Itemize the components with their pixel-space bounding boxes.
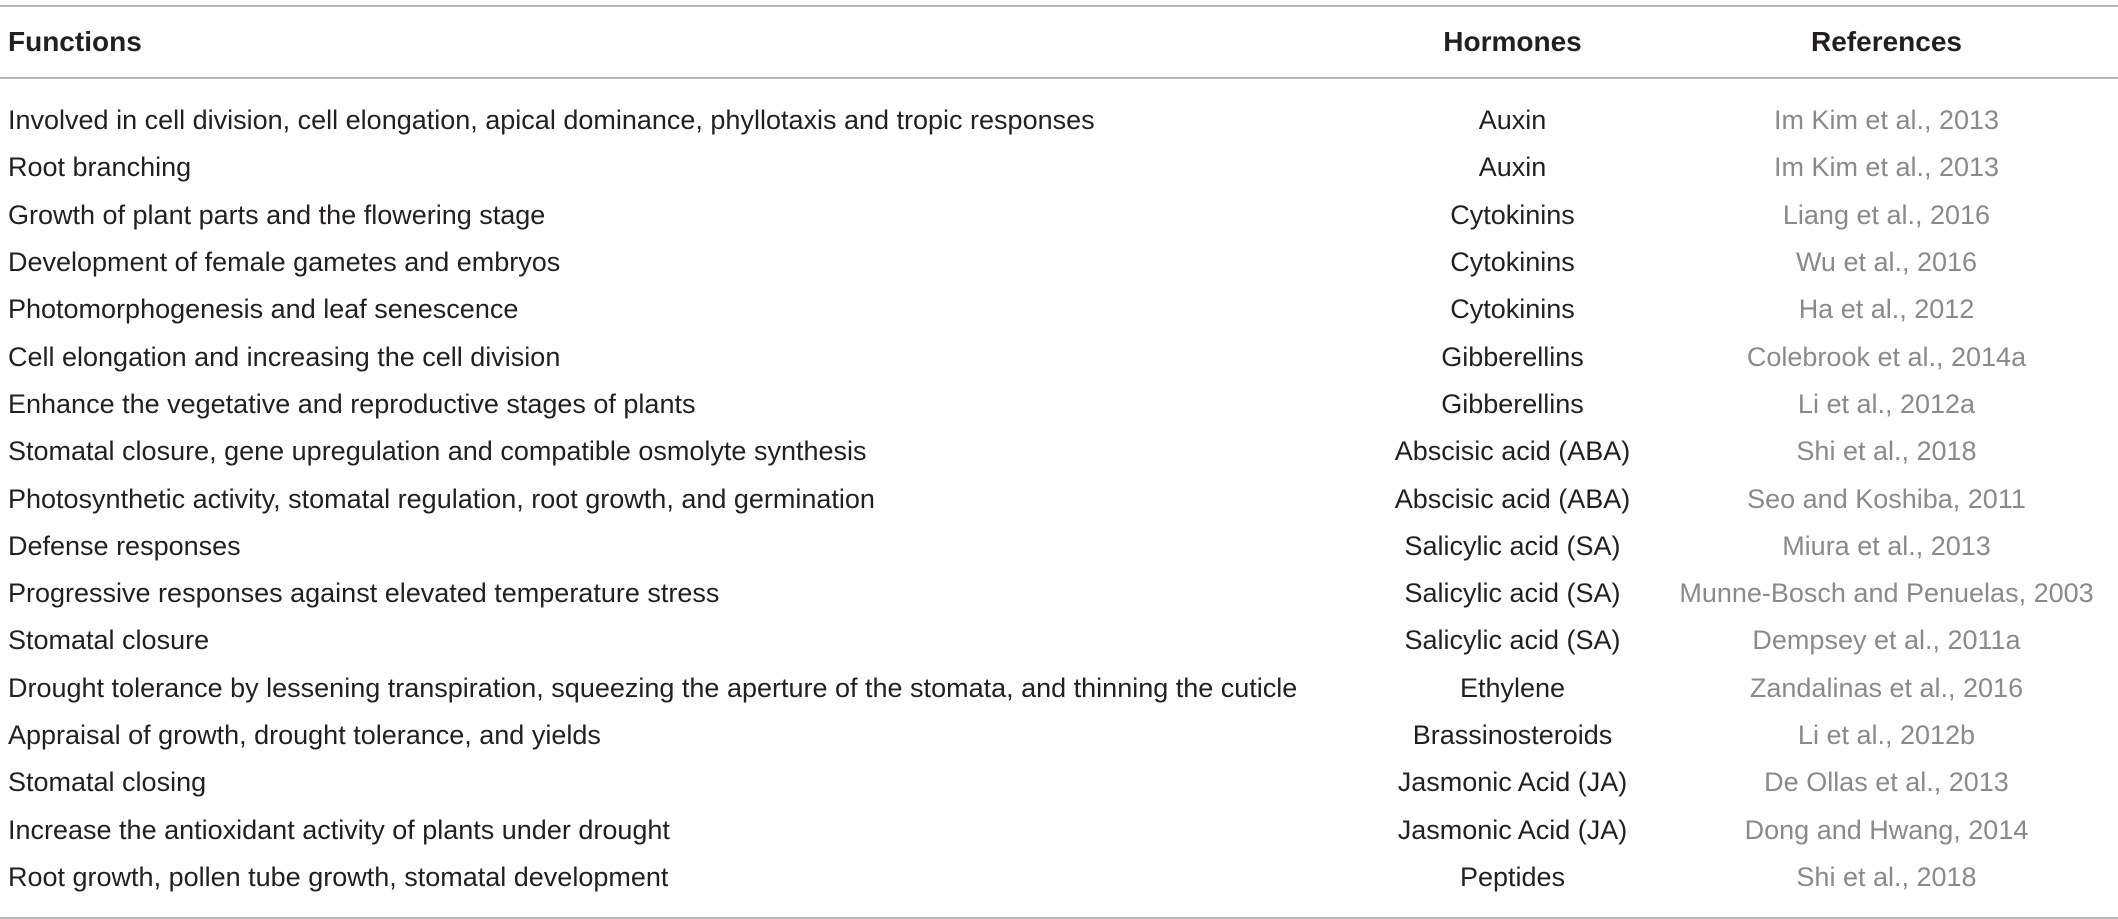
reference-link[interactable]: Shi et al., 2018 (1796, 436, 1977, 467)
table-row (0, 806, 2118, 853)
table-row (0, 144, 2118, 191)
hormone-cell: Salicylic acid (SA) (1404, 625, 1621, 656)
reference-link[interactable]: Li et al., 2012b (1797, 720, 1976, 750)
reference-link[interactable]: Im Kim et al., 2013 (1773, 152, 2000, 183)
table-row (0, 759, 2118, 806)
function-cell: Stomatal closing (8, 767, 207, 798)
table-row (0, 192, 2118, 239)
table-row (0, 428, 2118, 475)
table-row (0, 570, 2118, 617)
hormone-cell: Jasmonic Acid (JA) (1397, 814, 1628, 845)
hormone-cell: Brassinosteroids (1412, 720, 1613, 750)
hormone-cell: Gibberellins (1441, 341, 1584, 372)
hormone-cell: Salicylic acid (SA) (1404, 578, 1621, 609)
reference-link[interactable]: Dong and Hwang, 2014 (1744, 814, 2029, 845)
reference-link[interactable]: Wu et al., 2016 (1795, 247, 1978, 278)
reference-link[interactable]: Munne-Bosch and Penuelas, 2003 (1679, 578, 2094, 609)
reference-link[interactable]: Im Kim et al., 2013 (1773, 105, 2000, 136)
function-cell: Involved in cell division, cell elongation, apical dominance, phyllotaxis and tropic responses (8, 105, 1095, 136)
function-cell: Growth of plant parts and the flowering stage (8, 199, 546, 230)
hormone-cell: Ethylene (1459, 672, 1566, 703)
function-cell: Drought tolerance by lessening transpiration, squeezing the aperture of the stomata, and thinning the cuticle (8, 672, 1298, 703)
function-cell: Photosynthetic activity, stomatal regulation, root growth, and germination (8, 483, 875, 514)
table-row (0, 665, 2118, 712)
function-cell: Root branching (8, 152, 192, 183)
hormone-cell: Peptides (1459, 861, 1566, 892)
hormone-functions-table (0, 5, 2118, 919)
reference-link[interactable]: Miura et al., 2013 (1782, 530, 1991, 561)
reference-link[interactable]: Zandalinas et al., 2016 (1749, 672, 2024, 703)
table-row (0, 286, 2118, 333)
function-cell: Root growth, pollen tube growth, stomatal development (8, 861, 669, 892)
hormone-cell: Cytokinins (1450, 294, 1575, 325)
hormone-cell: Jasmonic Acid (JA) (1397, 767, 1628, 798)
hormone-cell: Salicylic acid (SA) (1404, 530, 1621, 561)
table-row (0, 617, 2118, 664)
function-cell: Stomatal closure, gene upregulation and compatible osmolyte synthesis (8, 436, 867, 467)
reference-link[interactable]: Dempsey et al., 2011a (1752, 625, 2021, 656)
function-cell: Cell elongation and increasing the cell division (8, 341, 561, 372)
table-row (0, 333, 2118, 380)
table-row (0, 78, 2118, 144)
function-cell: Increase the antioxidant activity of plants under drought (8, 814, 670, 845)
header-row (0, 6, 2118, 78)
table-header (0, 6, 2118, 78)
reference-link[interactable]: Liang et al., 2016 (1782, 199, 1991, 230)
hormone-cell: Auxin (1478, 152, 1547, 183)
table-body (0, 78, 2118, 918)
reference-link[interactable]: Shi et al., 2018 (1796, 861, 1977, 892)
column-header-references: References (1811, 26, 1962, 57)
reference-link[interactable]: De Ollas et al., 2013 (1764, 767, 2009, 798)
hormone-cell: Abscisic acid (ABA) (1394, 436, 1631, 467)
table-row (0, 854, 2118, 918)
column-header-hormones: Hormones (1443, 26, 1582, 57)
hormone-cell: Cytokinins (1450, 199, 1575, 230)
hormone-cell: Auxin (1478, 105, 1547, 136)
function-cell: Development of female gametes and embryos (8, 247, 561, 278)
table-row (0, 523, 2118, 570)
reference-link[interactable]: Seo and Koshiba, 2011 (1747, 483, 2026, 514)
table-row (0, 712, 2118, 759)
hormone-cell: Gibberellins (1441, 388, 1584, 419)
function-cell: Stomatal closure (8, 625, 210, 656)
hormone-cell: Cytokinins (1450, 247, 1575, 278)
hormone-cell: Abscisic acid (ABA) (1394, 483, 1631, 514)
table-row (0, 239, 2118, 286)
hormone-functions-table-container (0, 5, 2118, 919)
function-cell: Photomorphogenesis and leaf senescence (8, 294, 519, 325)
function-cell: Enhance the vegetative and reproductive stages of plants (8, 388, 696, 419)
reference-link[interactable]: Li et al., 2012a (1797, 388, 1976, 419)
table-row (0, 381, 2118, 428)
reference-link[interactable]: Ha et al., 2012 (1798, 294, 1975, 325)
function-cell: Appraisal of growth, drought tolerance, and yields (8, 720, 601, 750)
function-cell: Defense responses (8, 530, 241, 561)
reference-link[interactable]: Colebrook et al., 2014a (1746, 341, 2027, 372)
function-cell: Progressive responses against elevated temperature stress (8, 578, 720, 609)
table-row (0, 475, 2118, 522)
column-header-functions: Functions (8, 26, 142, 57)
